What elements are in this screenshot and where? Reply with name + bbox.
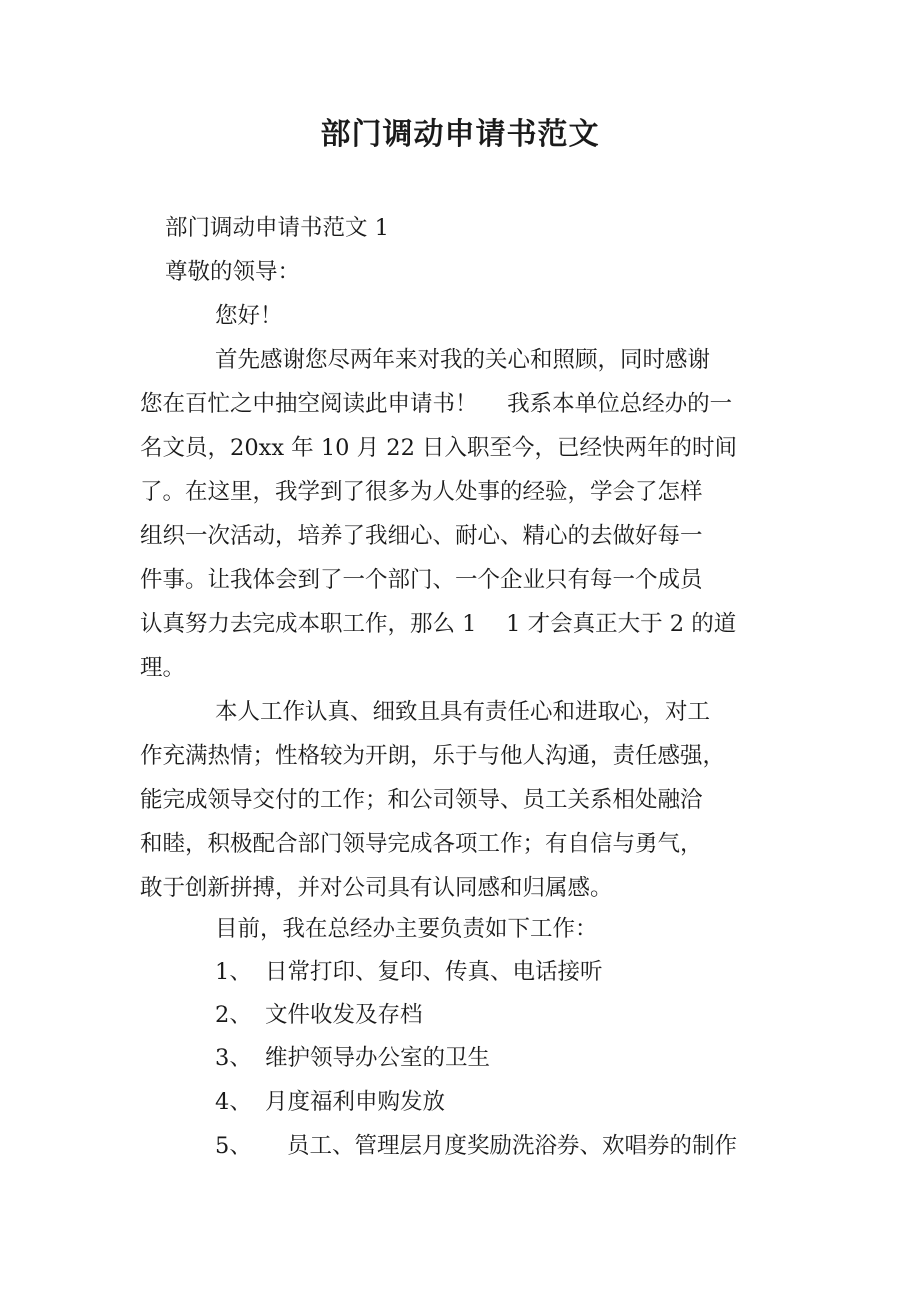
duty-number: 4、 [215,1089,252,1115]
duty-text: 日常打印、复印、传真、电话接听 [265,959,603,985]
paragraph2-line: 本人工作认真、细致且具有责任心和进取心，对工 [215,699,711,725]
greeting: 您好！ [215,303,283,329]
duty-text: 月度福利申购发放 [265,1089,446,1115]
paragraph1-line: 首先感谢您尽两年来对我的关心和照顾，同时感谢 [215,347,711,373]
paragraph2-line: 能完成领导交付的工作；和公司领导、员工关系相处融洽 [140,787,703,813]
duty-item [215,1131,737,1161]
salutation: 尊敬的领导： [165,259,301,285]
duty-text: 维护领导办公室的卫生 [265,1045,491,1071]
duty-number: 2、 [215,1002,252,1028]
subtitle: 部门调动申请书范文 1 [165,215,389,241]
paragraph1-line: 了。在这里，我学到了很多为人处事的经验，学会了怎样 [140,479,703,505]
paragraph1-line: 认真努力去完成本职工作，那么 1 1 才会真正大于 2 的道 [140,611,737,637]
document-title: 部门调动申请书范文 [320,117,600,152]
duty-text: 文件收发及存档 [265,1002,423,1028]
duty-number: 1、 [215,959,252,985]
duty-item [215,957,603,987]
duty-item [215,1000,423,1030]
paragraph1-line: 组织一次活动，培养了我细心、耐心、精心的去做好每一 [140,523,703,549]
duty-number: 5、 [215,1133,252,1159]
paragraph1-line: 件事。让我体会到了一个部门、一个企业只有每一个成员 [140,567,703,593]
paragraph1-line: 名文员，20xx 年 10 月 22 日入职至今，已经快两年的时间 [140,435,738,461]
duty-number: 3、 [215,1045,252,1071]
paragraph1-line: 您在百忙之中抽空阅读此申请书！ 我系本单位总经办的一 [140,391,733,417]
paragraph2-line: 作充满热情；性格较为开朗，乐于与他人沟通，责任感强， [140,743,726,769]
duty-item [215,1087,445,1117]
duty-text: 员工、管理层月度奖励洗浴券、欢唱券的制作 [287,1133,738,1159]
paragraph1-line: 理。 [140,655,186,681]
paragraph2-line: 和睦，积极配合部门领导完成各项工作；有自信与勇气， [140,831,703,857]
paragraph3-intro: 目前，我在总经办主要负责如下工作： [215,916,598,942]
paragraph2-line: 敢于创新拼搏，并对公司具有认同感和归属感。 [140,875,613,901]
duty-item [215,1043,490,1073]
